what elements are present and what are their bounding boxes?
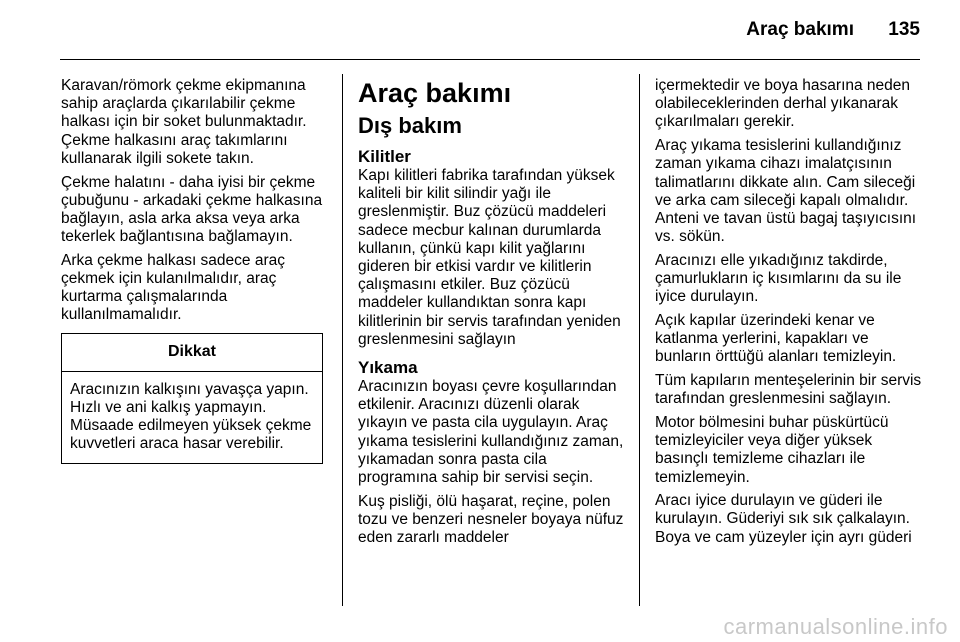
paragraph: Kapı kilitleri fabrika tarafından yüksek kaliteli bir kilit silindir yağı ile greslenmiştir. Buz çözücü maddeleri sadece mecbur kalınan durumlarda kullanın, çünkü kapı kilit yağlarını gideren bir etkisi vardır ve kilitlerin çalışmasını etkiler. Buz çözücü maddeler kullandıktan sonra kapı kilitlerinin bir servis tarafından yeniden greslenmesini sağlayın <box>358 167 621 348</box>
column-divider-1 <box>342 74 343 606</box>
column-right <box>655 77 925 552</box>
watermark: carmanualsonline.info <box>723 614 948 639</box>
notice-title: Dikkat <box>62 334 322 372</box>
notice-text: Aracınızın kalkışını yavaşça yapın. Hızlı ve ani kalkış yapmayın. Müsaade edilmeyen yüksek çekme kuvvetleri araca hasar verebilir. <box>70 380 312 453</box>
paragraph: içermektedir ve boya hasarına neden olabileceklerinden derhal yıkanarak çıkarılmaları gerekir. <box>655 77 911 131</box>
paragraph: Motor bölmesini buhar püskürtücü temizleyiciler veya diğer yüksek basınçlı temizleme cihazları ile temizlemeyin. <box>655 413 889 486</box>
page-number: 135 <box>888 19 920 40</box>
paragraph: Tüm kapıların menteşelerinin bir servis tarafından greslenmesini sağlayın. <box>655 372 922 408</box>
paragraph: Aracı iyice durulayın ve güderi ile kurulayın. Güderiyi sık sık çalkalayın. Boya ve cam yüzeyler için ayrı güderi <box>655 492 912 546</box>
header-title: Araç bakımı <box>746 19 854 40</box>
paragraph: Arka çekme halkası sadece araç çekmek için kulanılmalıdır, araç kurtarma çalışmalarında kullanılmamalıdır. <box>61 251 285 324</box>
paragraph: Kuş pisliği, ölü haşarat, reçine, polen tozu ve benzeri nesneler boyaya nüfuz eden zararlı maddeler <box>358 492 624 547</box>
column-divider-2 <box>639 74 640 606</box>
subsection-heading-locks: Kilitler <box>358 147 411 166</box>
section-heading: Dış bakım <box>358 113 462 138</box>
chapter-heading: Araç bakımı <box>358 78 512 108</box>
paragraph: Araç yıkama tesislerini kullandığınız zaman yıkama cihazı imalatçısının talimatlarını dikkate alın. Cam sileceği ve arka cam sileceği kapalı olmalıdır. Anteni ve tavan üstü bagaj taşıyıcısını vs. sökün. <box>655 137 917 246</box>
column-left <box>61 77 336 464</box>
paragraph: Çekme halatını - daha iyisi bir çekme çubuğunu - arkadaki çekme halkasına bağlayın, asla arka aksa veya arka tekerlek bağlantısına bağlamayın. <box>61 173 323 246</box>
subsection-heading-washing: Yıkama <box>358 358 418 378</box>
paragraph: Aracınızı elle yıkadığınız takdirde, çamurlukların iç kısımlarını da su ile iyice durulayın. <box>655 251 902 306</box>
paragraph: Açık kapılar üzerindeki kenar ve katlanma yerlerini, kapakları ve bunların örttüğü alanları temizleyin. <box>655 311 897 366</box>
header-rule <box>60 59 920 60</box>
notice-box <box>61 333 323 464</box>
column-middle <box>358 77 626 553</box>
paragraph: Aracınızın boyası çevre koşullarından etkilenir. Aracınızı düzenli olarak yıkayın ve pasta cila uygulayın. Araç yıkama tesislerini kullandığınız zaman, yıkamadan sonra pasta cila programına sahip bir servisi seçin. <box>358 378 624 487</box>
paragraph: Karavan/römork çekme ekipmanına sahip araçlarda çıkarılabilir çekme halkası için bir soket bulunmaktadır. Çekme halkasını araç takımlarını kullanarak ilgili sokete takın. <box>61 77 307 167</box>
